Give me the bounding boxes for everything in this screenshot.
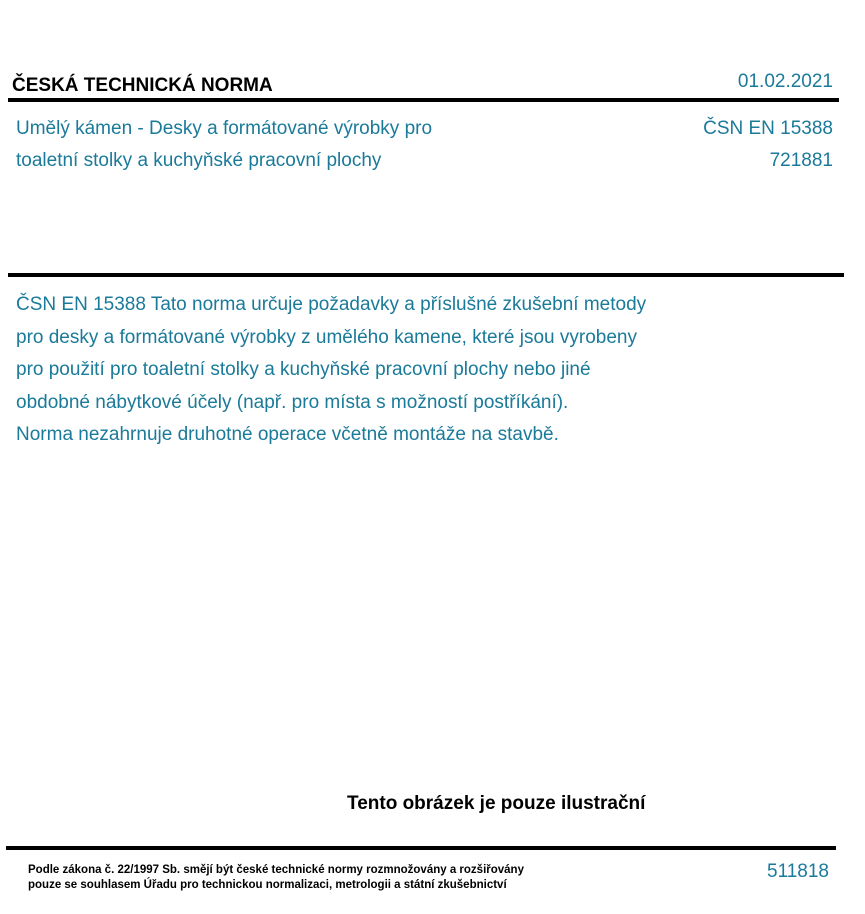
abstract-line: pro použití pro toaletní stolky a kuchyňské pracovní plochy nebo jiné <box>16 359 591 380</box>
publication-date: 01.02.2021 <box>737 71 833 92</box>
footer-divider <box>6 846 836 850</box>
document-type-heading: ČESKÁ TECHNICKÁ NORMA <box>12 75 273 96</box>
abstract-line: Norma nezahrnuje druhotné operace včetně montáže na stavbě. <box>16 424 559 445</box>
abstract-line: pro desky a formátované výrobky z umělého kamene, které jsou vyrobeny <box>16 326 637 348</box>
section-divider <box>8 273 844 277</box>
classification-code: 721881 <box>769 150 833 171</box>
illustration-note: Tento obrázek je pouze ilustrační <box>347 793 646 814</box>
abstract <box>16 289 776 452</box>
standard-title-line-2: toaletní stolky a kuchyňské pracovní plochy <box>16 150 382 171</box>
copyright-notice-line: pouze se souhlasem Úřadu pro technickou normalizaci, metrologii a státní zkušebnictví <box>28 879 507 891</box>
standard-title-line-1: Umělý kámen - Desky a formátované výrobky pro <box>16 118 433 139</box>
abstract-line: obdobné nábytkové účely (např. pro místa s možností postříkání). <box>16 391 569 413</box>
document-number: 511818 <box>767 861 829 882</box>
header-divider <box>8 98 839 102</box>
copyright-notice <box>28 863 524 893</box>
copyright-notice-line: Podle zákona č. 22/1997 Sb. smějí být české technické normy rozmnožovány a rozšiřovány <box>28 864 524 876</box>
standard-designation: ČSN EN 15388 <box>703 118 833 139</box>
abstract-line: ČSN EN 15388 Tato norma určuje požadavky a příslušné zkušební metody <box>16 294 647 315</box>
